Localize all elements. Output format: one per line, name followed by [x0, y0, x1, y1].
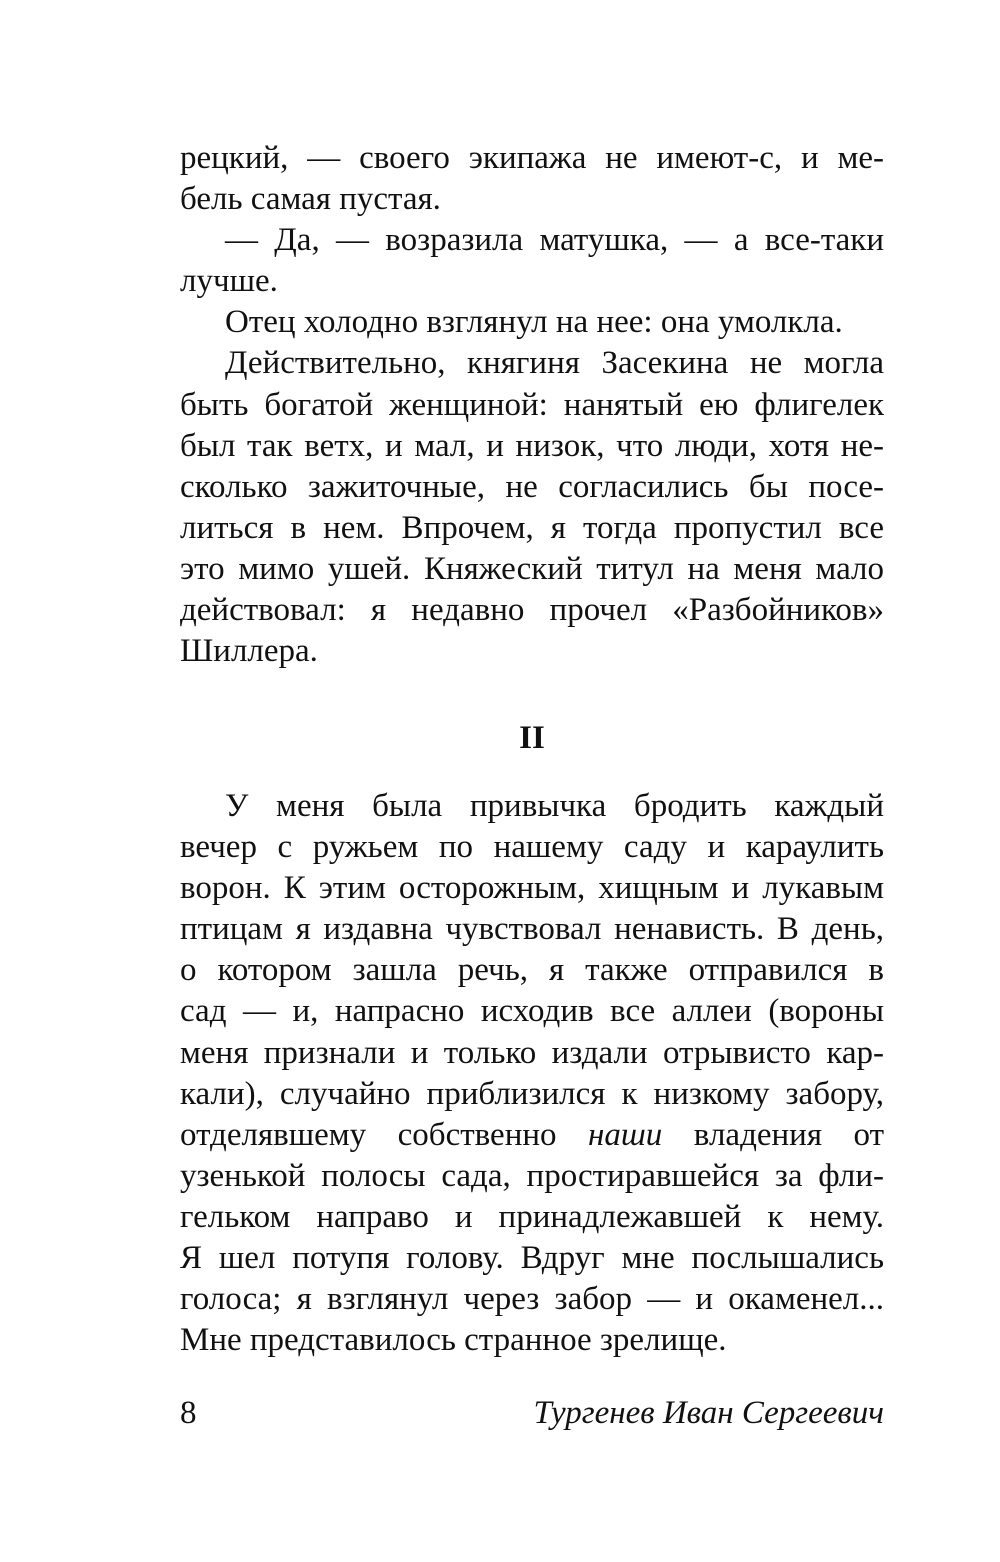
text-block-top [180, 138, 884, 672]
text-line: был так ветх, и мал, и низок, что люди, хотя не- [180, 427, 884, 464]
text-line: меня признали и только издали отрывисто кар- [180, 1034, 884, 1071]
chapter-heading: II [519, 720, 545, 756]
text-line: голоса; я взглянул через забор — и окаменел... [180, 1281, 884, 1318]
text-line: ворон. К этим осторожным, хищным и лукавым [180, 870, 884, 907]
page-number: 8 [180, 1395, 197, 1431]
text-line: Шиллера. [180, 633, 318, 670]
text-line: птицам я издавна чувствовал ненависть. В день, [180, 911, 884, 948]
text-line: это мимо ушей. Княжеский титул на меня мало [180, 550, 884, 587]
running-footer-author: Тургенев Иван Сергеевич [533, 1395, 884, 1431]
text-line-with-emphasis [180, 1115, 884, 1156]
text-line: действовал: я недавно прочел «Разбойников» [180, 592, 884, 629]
text-line: сад — и, напрасно исходив все аллеи (вороны [180, 993, 884, 1030]
text-segment: отделявшему собственно [180, 1116, 589, 1153]
text-line: У меня была привычка бродить каждый [225, 788, 884, 824]
text-line: вечер с ружьем по нашему саду и караулить [180, 829, 884, 866]
text-line: — Да, — возразила матушка, — а все-таки [225, 222, 884, 259]
text-line: бель самая пустая. [180, 181, 441, 218]
text-line: о котором зашла речь, я также отправился в [180, 952, 884, 989]
text-line: Я шел потупя голову. Вдруг мне послышались [180, 1240, 884, 1277]
text-block-bottom [180, 786, 884, 1361]
text-line: сколько зажиточные, не согласились бы посе- [180, 468, 884, 505]
text-line: гельком направо и принадлежавшей к нему. [180, 1198, 884, 1235]
text-segment: владения от [662, 1116, 884, 1153]
text-line: лучше. [180, 263, 278, 300]
text-line: литься в нем. Впрочем, я тогда пропустил все [180, 509, 884, 546]
text-line: рецкий, — своего экипажа не имеют-с, и ме- [180, 140, 884, 176]
text-line: Отец холодно взглянул на нее: она умолкла. [225, 304, 843, 341]
text-line: быть богатой женщиной: нанятый ею флигелек [180, 386, 884, 423]
emphasis-word: наши [588, 1116, 663, 1153]
text-line: кали), случайно приблизился к низкому забору, [180, 1075, 884, 1112]
text-line: Действительно, княгиня Засекина не могла [225, 345, 884, 382]
text-line: узенькой полосы сада, простиравшейся за фли- [180, 1157, 884, 1194]
text-line: Мне представилось странное зрелище. [180, 1322, 727, 1359]
